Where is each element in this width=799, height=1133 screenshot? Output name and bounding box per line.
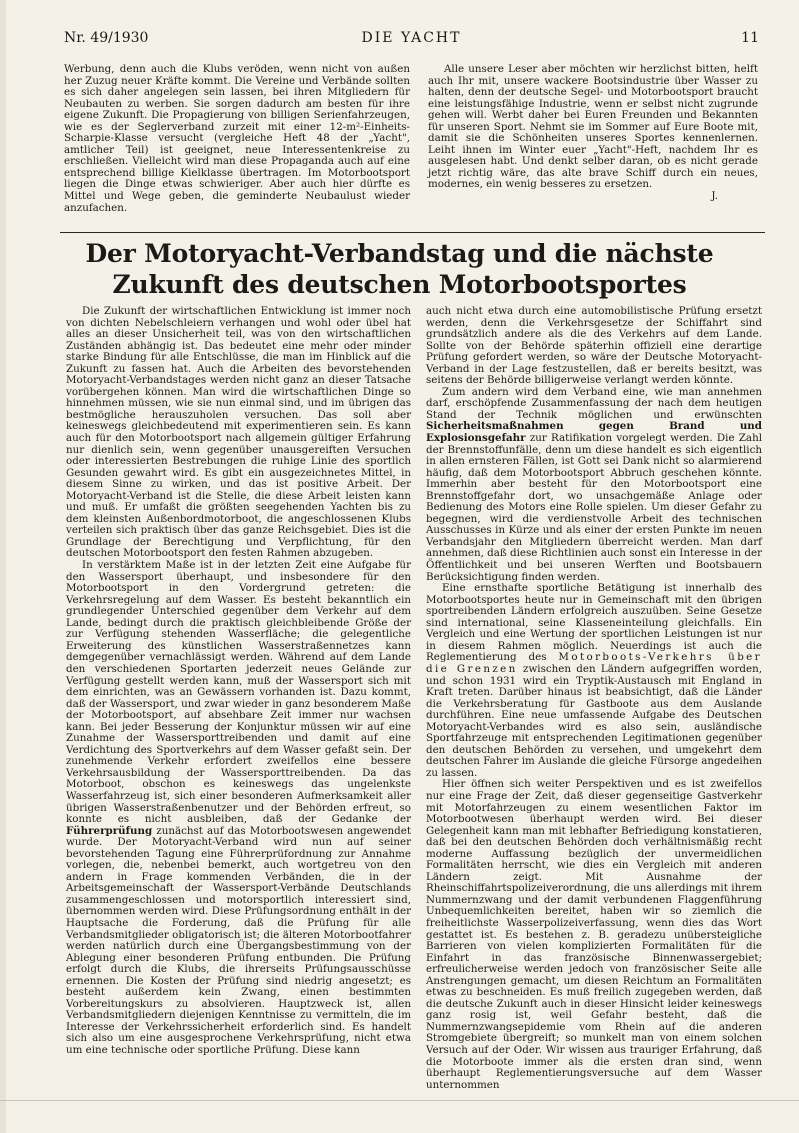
right-paragraph-3-continued: zwischen den Ländern aufgegriffen worden, und schon 1931 wird ein Tryptik-Austausch mit England in Kraft treten. Darüber hinaus ist beabsichtigt, daß die Länder die Verkehrsberatung für Gastboote aus dem Auslande durchführen. Eine neue umfassende Aufgabe des Deutschen Motoryacht-Verbandes wird es also sein, ausländische Sportfahrzeuge mit entsprechenden Legitimationen gegenüber den deutschen Behörden zu versehen, und umgekehrt dem deutschen Fahrer im Auslande die gleiche Fürsorge angedeihen zu lassen. bbox=[426, 662, 762, 779]
left-paragraph-1: Die Zukunft der wirtschaftlichen Entwicklung ist immer noch von dichten Nebelschleiern verhangen und wohl oder übel hat alles an dieser Unsicherheit teil, was von den wirtschaftlichen Zuständen abhängig ist. Das bedeutet eine mehr oder minder starke Bindung für alle Entschlüsse, die man im Hinblick auf die Zukunft zu fassen hat. Auch die Arbeiten des bevorstehenden Motoryacht-Verbandstages werden nicht ganz an dieser Tatsache vorübergehen können. Man wird die wirtschaftlichen Dinge so hinnehmen müssen, wie sie nun einmal sind, und im übrigen das bestmögliche herauszuholen versuchen. Das soll aber keineswegs gleichbedeutend mit experimentieren sein. Es kann auch für den Motorbootsport nach allgemein gültiger Erfahrung nur dienlich sein, wenn gegenüber unausgereiften Versuchen oder interessierten Bestrebungen die ruhige Linie des sportlich Gesunden gewahrt wird. Es gibt ein ausgezeichnetes Mittel, in diesem Sinne zu wirken, und das ist positive Arbeit. Der Motoryacht-Verband ist die Stelle, die diese Arbeit leisten kann und muß. Er umfaßt die größten seegehenden Yachten bis zu dem kleinsten Außenbordmotorboot, die angeschlossenen Klubs verteilen sich praktisch über das ganze Reichsgebiet. Dies ist die Grundlage der Berechtigung und Verpflichtung, für den deutschen Motorbootsport den festen Rahmen abzugeben. bbox=[66, 305, 411, 560]
page-edge bbox=[0, 0, 6, 1133]
section-divider bbox=[60, 232, 765, 233]
article-left-column bbox=[66, 306, 411, 1057]
left-paragraph-2 bbox=[66, 560, 411, 1057]
left-paragraph-2-continued: zunächst auf das Motorbootswesen angewendet wurde. Der Motoryacht-Verband wird nun auf seiner bevorstehenden Tagung eine Führerprüfordnung zur Annahme vorlegen, die, nebenbei bemerkt, auch wortgetreu von den andern in Frage kommenden Verbänden, die in der Arbeitsgemeinschaft der Wassersport-Verbände Deutschlands zusammengeschlossen und motorsportlich interessiert sind, übernommen werden wird. Diese Prüfungsordnung enthält in der Hauptsache die Forderung, daß die Prüfung für alle Verbandsmitglieder obligatorisch ist; die älteren Motorbootfahrer werden natürlich durch eine Übergangsbestimmung von der Ablegung einer besonderen Prüfung entbunden. Die Prüfung erfolgt durch die Klubs, die ihrerseits Prüfungsausschüsse ernennen. Die Kosten der Prüfung sind niedrig angesetzt; es besteht außerdem kein Zwang, einen bestimmten Vorbereitungskurs zu absolvieren. Hauptzweck ist, allen Verbandsmitgliedern diejenigen Kenntnisse zu vermitteln, die im Interesse der Verkehrssicherheit erforderlich sind. Es handelt sich also um eine ausgesprochene Verkehrsprüfung, nicht etwa um eine technische oder sportliche Prüfung. Diese kann bbox=[66, 824, 411, 1056]
spaced-term-border-traffic: Motorboots-Verkehrs über die Grenzen bbox=[426, 651, 762, 675]
bold-term-safety-measures: Sicherheitsmaßnahmen gegen Brand und Explosionsgefahr bbox=[426, 420, 762, 445]
page-header bbox=[64, 30, 759, 50]
issue-number: Nr. 49/1930 bbox=[64, 30, 149, 46]
page-number: 11 bbox=[741, 30, 759, 46]
top-left-column bbox=[64, 64, 410, 214]
right-paragraph-3 bbox=[426, 583, 762, 779]
journal-title: DIE YACHT bbox=[361, 30, 462, 46]
top-right-paragraph: Alle unsere Leser aber möchten wir herzlichst bitten, helft auch Ihr mit, unsere wackere Bootsindustrie über Wasser zu halten, denn der deutsche Segel- und Motorbootsport braucht eine leistungsfähige Industrie, wenn er selbst nicht zugrunde gehen will. Werbt daher bei Euren Freunden und Bekannten für unseren Sport. Nehmt sie im Sommer auf Eure Boote mit, damit sie die Schönheiten unseres Sportes kennenlernen. Leiht ihnen im Winter euer „Yacht"-Heft, nachdem Ihr es ausgelesen habt. Und denkt selber daran, ob es nicht gerade jetzt richtig wäre, das alte brave Schiff durch ein neues, modernes, ein wenig besseres zu ersetzen. bbox=[428, 63, 758, 191]
author-signature: J. bbox=[711, 190, 718, 203]
right-paragraph-2-continued: zur Ratifikation vorgelegt werden. Die Zahl der Brennstoffunfälle, denn um diese handelt es sich eigentlich in allen ernsteren Fällen, ist Gott sei Dank nicht so alarmierend häufig, daß dem Motorbootsport Abbruch geschehen könnte. Immerhin aber besteht für den Motorbootsport eine Brennstoffgefahr dort, wo unsachgemäße Anlage oder Bedienung des Motors eine Rolle spielen. Um dieser Gefahr zu begegnen, wird die verdienstvolle Arbeit des technischen Ausschusses in Kürze und als einer der ersten Punkte im neuen Verbandsjahr den Mitgliedern überreicht werden. Man darf annehmen, daß diese Richtlinien auch sonst ein Interesse in der Öffentlichkeit und bei unseren Werften und Bootsbauern Berücksichtigung finden werden. bbox=[426, 432, 762, 583]
bold-term-fuehrerpruefung: Führerprüfung bbox=[66, 824, 153, 837]
article-right-column bbox=[426, 306, 762, 1091]
right-paragraph-2 bbox=[426, 387, 762, 583]
right-paragraph-3-text: Eine ernsthafte sportliche Betätigung ist innerhalb des Motorbootsportes heute nur in Gemeinschaft mit den übrigen sportreibenden Ländern erfolgreich auszuüben. Seine Gesetze sind international, seine Klasseneinteilung gleichfalls. Ein Vergleich und eine Wertung der sportlichen Leistungen ist nur in diesem Rahmen möglich. Neuerdings ist auch die Reglementierung des bbox=[426, 582, 762, 664]
right-paragraph-4: Hier öffnen sich weiter Perspektiven und es ist zweifellos nur eine Frage der Zeit, daß dieser gegenseitige Gastverkehr mit Motorfahrzeugen zu einem wesentlichen Faktor im Motorbootwesen überhaupt werden wird. Bei dieser Gelegenheit kann man mit lebhafter Befriedigung konstatieren, daß bei den deutschen Behörden doch verhältnismäßig recht moderne Auffassung bezüglich der unvermeidlichen Formalitäten herrscht, wie dies ein Vergleich mit anderen Ländern zeigt. Mit Ausnahme der Rheinschiffahrtspolizeiverordnung, die uns allerdings mit ihrem Nummernzwang und der damit verbundenen Flaggenführung Unbequemlichkeiten bereitet, haben wir so ziemlich die freiheitlichste Wasserpolizeiverfassung, wenn dies das Wort gestattet ist. Es bestehen z. B. geradezu unübersteigliche Barrieren von vielen komplizierten Formalitäten für die Einfahrt in das französische Binnenwassergebiet; erfreulicherweise werden jedoch von französischer Seite alle Anstrengungen gemacht, um diesen Reichtum an Formalitäten etwas zu beschneiden. Es muß freilich zugegeben werden, daß die deutsche Zukunft auch in dieser Hinsicht leider keineswegs ganz rosig ist, weil Gefahr besteht, daß die Nummernzwangsepidemie vom Rhein auf die anderen Stromgebiete übergreift; so munkelt man von einem solchen Versuch auf der Oder. Wir wissen aus trauriger Erfahrung, daß die Motorboote immer als die ersten dran sind, wenn überhaupt Reglementierungsversuche auf dem Wasser unternommen bbox=[426, 778, 762, 1091]
left-paragraph-2-text: In verstärktem Maße ist in der letzten Zeit eine Aufgabe für den Wassersport überhaupt, und insbesondere für den Motorbootsport in den Vordergrund getreten: die Verkehrsregelung auf dem Wasser. Es besteht bekanntlich ein grundlegender Unterschied gegenüber dem Verkehr auf dem Lande, bedingt durch die praktisch gleichbleibende Größe der zur Verfügung stehenden Wasserfläche; die gelegentliche Erweiterung des künstlichen Wasserstraßennetzes kann demgegenüber vernachlässigt werden. Während auf dem Lande den verschiedenen Sportarten jederzeit neues Gelände zur Verfügung gestellt werden kann, muß der Wassersport sich mit dem einrichten, was an Gewässern vorhanden ist. Dazu kommt, daß der Wassersport, und zwar wieder in ganz besonderem Maße der Motorbootsport, auf absehbare Zeit immer nur wachsen kann. Bei jeder Besserung der Konjunktur müssen wir auf eine Zunahme der Wassersporttreibenden und damit auf eine Verdichtung des Sportverkehrs auf dem Wasser gefaßt sein. Der zunehmende Verkehr erfordert zweifellos eine bessere Verkehrsausbildung der Wassersporttreibenden. Da das Motorboot, obschon es keineswegs das ungelenkste Wasserfahrzeug ist, sich einer besonderen Aufmerksamkeit aller übrigen Wasserstraßenbenutzer und der Behörden erfreut, so konnte es nicht ausbleiben, daß der Gedanke der bbox=[66, 559, 411, 826]
top-right-column bbox=[428, 64, 758, 203]
right-paragraph-1: auch nicht etwa durch eine automobilistische Prüfung ersetzt werden, denn die Verkehrsgesetze der Schiffahrt sind grundsätzlich andere als die des Verkehrs auf dem Lande. Sollte von der Behörde späterhin offiziell eine derartige Prüfung gefordert werden, so wäre der Deutsche Motoryacht-Verband in der Lage festzustellen, daß er bereits besitzt, was seitens der Behörde billigerweise verlangt werden könnte. bbox=[426, 305, 762, 387]
right-paragraph-2-text: Zum andern wird dem Verband eine, wie man annehmen darf, erschöpfende Zusammenfassung der nach dem heutigen Stand der Technik möglichen und erwünschten bbox=[426, 385, 762, 421]
page-bottom-edge bbox=[0, 1100, 799, 1101]
article-title: Der Motoryacht-Verbandstag und die nächste Zukunft des deutschen Motorbootsportes bbox=[85, 239, 714, 299]
top-left-paragraph: Werbung, denn auch die Klubs veröden, wenn nicht von außen her Zuzug neuer Kräfte kommt. Die Vereine und Verbände sollten es sich daher angelegen sein lassen, bei ihren Mitgliedern für Neubauten zu werben. Sie sorgen dadurch am besten für ihre eigene Zukunft. Die Propagierung von billigen Serienfahrzeugen, wie es der Seglerverband zurzeit mit einer 12-m²-Einheits-Scharpie-Klasse versucht (vergleiche Heft 48 der „Yacht", amtlicher Teil) ist geeignet, neue Interessentenkreise zu erschließen. Vielleicht wird man diese Propaganda auch auf eine entsprechend billige Kielklasse übertragen. Im Motorbootsport liegen die Dinge etwas schwieriger. Aber auch hier dürfte es Mittel und Wege geben, die geminderte Neubaulust wieder anzufachen. bbox=[64, 63, 410, 214]
